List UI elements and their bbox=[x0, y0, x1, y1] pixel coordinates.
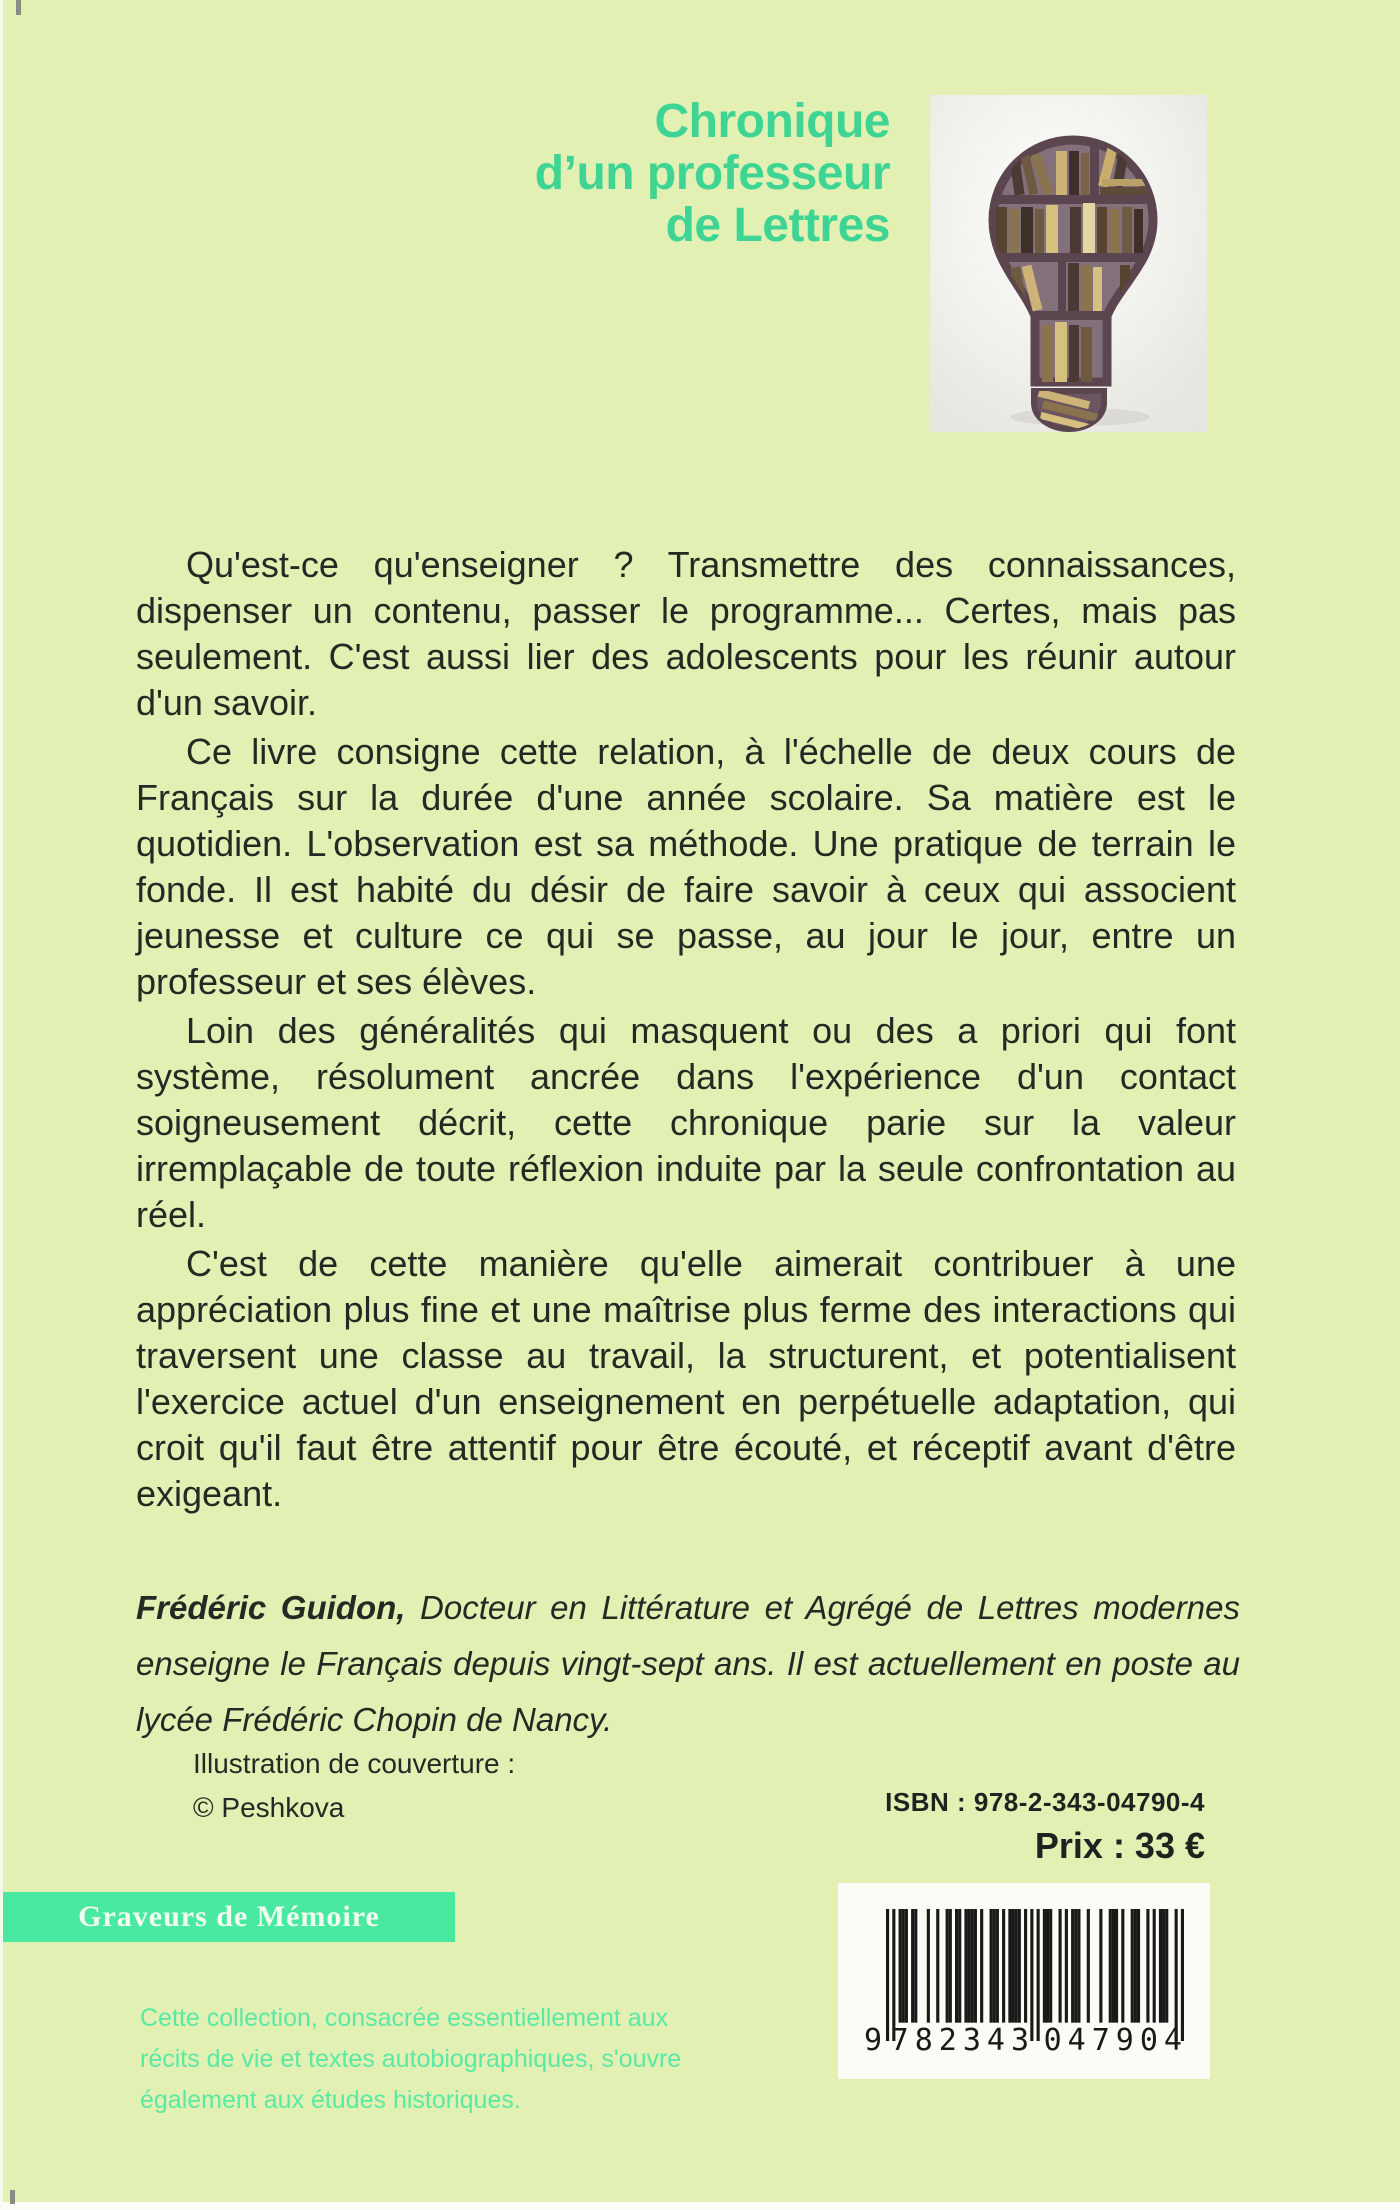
author-bio bbox=[136, 1580, 1240, 1748]
page-edge-bottom bbox=[0, 2202, 1400, 2210]
barcode bbox=[838, 1883, 1210, 2079]
page-edge-left bbox=[0, 0, 3, 2210]
collection-name: Graveurs de Mémoire bbox=[78, 1900, 380, 1933]
collection-description-line-2: récits de vie et textes autobiographiques, s'ouvre bbox=[140, 2045, 682, 2073]
author-name: Frédéric Guidon, bbox=[136, 1589, 406, 1626]
synopsis-paragraph-4: C'est de cette manière qu'elle aimerait contribuer à une appréciation plus fine et une maîtrise plus ferme des interactions qui traversent une classe au travail, la structurent, et potentialisent l'exercice actuel d'un enseignement en perpétuelle adaptation, qui croit qu'il faut être attentif pour être écouté, et réceptif avant d'être exigeant. bbox=[136, 1243, 1236, 1514]
barcode-digits bbox=[864, 2023, 1188, 2058]
synopsis-paragraph-1: Qu'est-ce qu'enseigner ? Transmettre des connaissances, dispenser un contenu, passer le programme... Certes, mais pas seulement. C'est aussi lier des adolescents pour les réunir autour d'un savoir. bbox=[136, 544, 1236, 723]
book-title bbox=[250, 96, 890, 252]
barcode-digit-first: 9 bbox=[864, 2023, 883, 2058]
bulb-bookshelf-illustration bbox=[930, 95, 1207, 432]
synopsis-paragraph-2: Ce livre consigne cette relation, à l'échelle de deux cours de Français sur la durée d'une année scolaire. Sa matière est le quotidien. L'observation est sa méthode. Une pratique de terrain le fonde. Il est habité du désir de faire savoir à ceux qui associent jeunesse et culture ce qui se passe, au jour le jour, entre un professeur et ses élèves. bbox=[136, 731, 1236, 1002]
book-title-line-2: d’un professeur bbox=[534, 147, 890, 200]
book-title-line-3: de Lettres bbox=[665, 199, 890, 252]
price: Prix : 33 € bbox=[1034, 1825, 1205, 1866]
author-bio-text: Docteur en Littérature et Agrégé de Lettres modernes enseigne le Français depuis vingt-sept ans. Il est actuellement en poste au lycée Frédéric Chopin de Nancy. bbox=[136, 1589, 1240, 1738]
barcode-group-1: 782343 bbox=[890, 2023, 1036, 2058]
isbn: ISBN : 978-2-343-04790-4 bbox=[885, 1787, 1205, 1817]
collection-description bbox=[140, 1998, 681, 2121]
synopsis-paragraph-3: Loin des généralités qui masquent ou des a priori qui font système, résolument ancrée dans l'expérience d'un contact soigneusement décrit, cette chronique parie sur la valeur irremplaçable de toute réflexion induite par la seule confrontation au réel. bbox=[136, 1010, 1236, 1235]
purchase-info bbox=[885, 1786, 1205, 1868]
illustration-credit-name: © Peshkova bbox=[193, 1792, 345, 1823]
illustration-credit bbox=[193, 1742, 515, 1830]
scan-artifact-top bbox=[16, 0, 21, 15]
barcode-bars bbox=[886, 1909, 1184, 2041]
collection-description-line-3: également aux études historiques. bbox=[140, 2086, 521, 2114]
cover-illustration-box bbox=[930, 95, 1207, 432]
scan-artifact-bottom bbox=[10, 2190, 15, 2204]
collection-band bbox=[3, 1892, 455, 1942]
synopsis bbox=[136, 542, 1236, 1520]
illustration-credit-label: Illustration de couverture : bbox=[193, 1748, 516, 1779]
barcode-group-2: 047904 bbox=[1043, 2023, 1188, 2058]
collection-description-line-1: Cette collection, consacrée essentiellement aux bbox=[140, 2004, 669, 2032]
book-title-line-1: Chronique bbox=[654, 95, 890, 148]
